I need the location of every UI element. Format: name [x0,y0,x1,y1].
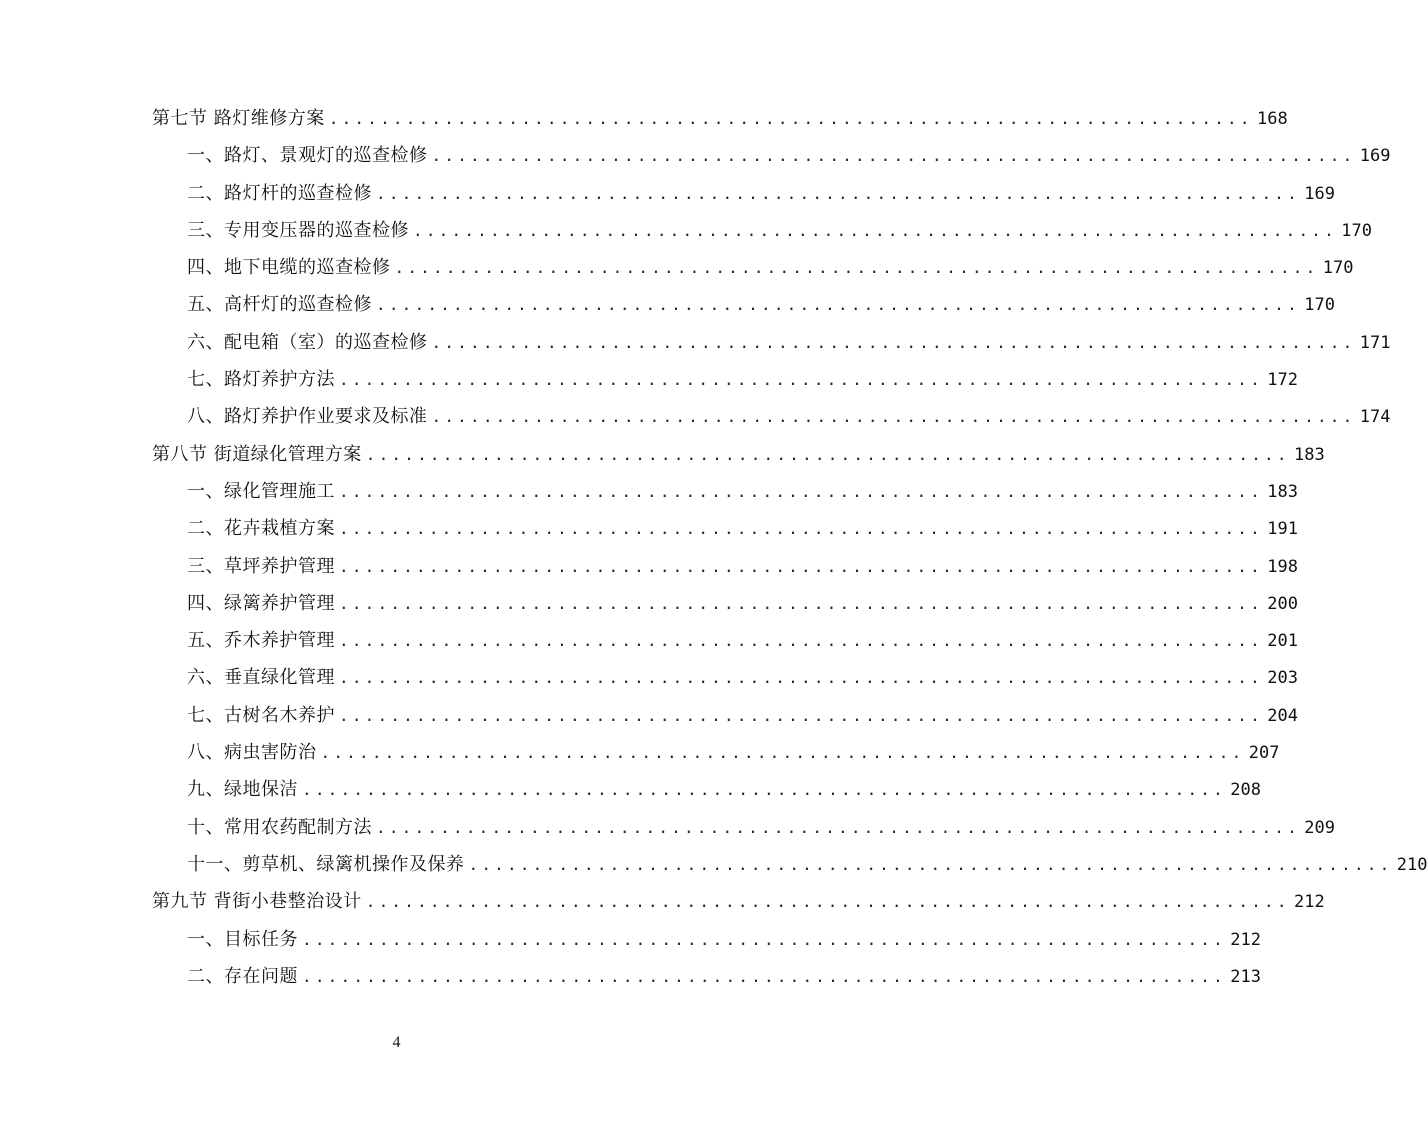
toc-dot-leader: ........................................................................ [302,780,1226,800]
toc-entry-page: 208 [1230,780,1261,801]
toc-dot-leader: ........................................................................ [339,668,1263,688]
toc-entry-section-8[interactable] [0,436,1325,473]
toc-entry[interactable] [0,510,1298,547]
toc-entry[interactable] [0,324,1391,361]
page-number: 4 [392,1034,401,1051]
toc-entry-label: 二、花卉栽植方案 [187,518,335,540]
toc-entry[interactable] [0,734,1280,771]
toc-entry[interactable] [0,697,1298,734]
toc-dot-leader: ........................................................................ [320,743,1245,763]
toc-dot-leader: ........................................................................ [431,407,1356,427]
toc-dot-leader: ........................................................................ [302,966,1226,986]
toc-entry-page: 169 [1359,146,1391,167]
toc-entry[interactable] [0,249,1354,286]
toc-entry-page: 174 [1359,407,1391,428]
toc-entry-label: 九、绿地保洁 [187,779,298,801]
toc-entry-page: 170 [1304,295,1335,316]
toc-dot-leader: ........................................................................ [394,258,1319,278]
toc-dot-leader: ........................................................................ [376,295,1300,315]
toc-entry-label: 七、路灯养护方法 [187,369,335,391]
toc-dot-leader: ........................................................................ [339,556,1263,576]
toc-entry-page: 204 [1267,705,1298,726]
toc-entry[interactable] [0,958,1261,995]
toc-dot-leader: ........................................................................ [413,220,1337,240]
toc-entry[interactable] [0,921,1261,958]
toc-dot-leader: ........................................................................ [365,444,1290,464]
toc-entry-label: 一、路灯、景观灯的巡查检修 [187,145,428,167]
toc-dot-leader: ........................................................................ [376,183,1300,203]
toc-entry-section-7[interactable] [0,100,1288,137]
toc-entry[interactable] [0,659,1298,696]
toc-entry-page: 210 [1396,854,1427,875]
toc-entry[interactable] [0,585,1298,622]
toc-entry-label: 六、垂直绿化管理 [187,667,335,689]
toc-entry[interactable] [0,771,1261,808]
toc-entry[interactable] [0,809,1335,846]
toc-entry-label: 一、目标任务 [187,928,298,950]
toc-entry-page: 212 [1293,892,1325,913]
toc-entry[interactable] [0,361,1298,398]
toc-dot-leader: ........................................................................ [339,370,1263,390]
toc-dot-leader: ........................................................................ [339,631,1263,651]
toc-entry[interactable] [0,286,1335,323]
toc-entry-page: 169 [1304,183,1335,204]
toc-entry-page: 170 [1322,258,1354,279]
toc-entry[interactable] [0,846,1427,883]
toc-entry[interactable] [0,137,1391,174]
toc-entry-label: 二、存在问题 [187,965,298,987]
toc-entry[interactable] [0,212,1372,249]
table-of-contents [0,100,1427,995]
toc-entry-page: 198 [1267,556,1298,577]
toc-entry-section-9[interactable] [0,883,1325,920]
toc-entry-page: 209 [1304,817,1335,838]
toc-entry-page: 213 [1230,966,1261,987]
toc-entry-page: 171 [1359,332,1391,353]
toc-entry-label: 二、路灯杆的巡查检修 [187,182,372,204]
toc-entry-page: 183 [1293,444,1325,465]
toc-dot-leader: ........................................................................ [339,593,1263,613]
toc-entry-label: 八、路灯养护作业要求及标准 [187,406,428,428]
toc-entry-label: 三、草坪养护管理 [187,555,335,577]
toc-entry[interactable] [0,473,1298,510]
toc-entry-label: 三、专用变压器的巡查检修 [187,219,409,241]
toc-entry-label: 十一、剪草机、绿篱机操作及保养 [187,853,465,875]
toc-entry-page: 200 [1267,593,1298,614]
toc-entry-page: 207 [1248,743,1280,764]
toc-dot-leader: ........................................................................ [339,705,1263,725]
toc-dot-leader: ........................................................................ [365,892,1290,912]
toc-dot-leader: ........................................................................ [431,146,1356,166]
toc-entry-label: 四、地下电缆的巡查检修 [187,257,391,279]
toc-entry-label: 六、配电箱（室）的巡查检修 [187,331,428,353]
toc-entry-page: 168 [1256,109,1288,129]
toc-entry-page: 203 [1267,668,1298,689]
toc-dot-leader: ........................................................................ [468,854,1393,874]
toc-entry-page: 170 [1341,220,1372,241]
toc-dot-leader: ........................................................................ [328,109,1253,128]
toc-dot-leader: ........................................................................ [376,817,1300,837]
toc-entry-label: 第九节 背街小巷整治设计 [152,891,362,913]
toc-entry-label: 四、绿篱养护管理 [187,592,335,614]
toc-entry[interactable] [0,175,1335,212]
toc-entry[interactable] [0,622,1298,659]
toc-entry-label: 五、高杆灯的巡查检修 [187,294,372,316]
toc-entry[interactable] [0,398,1391,435]
toc-entry-page: 191 [1267,519,1298,540]
toc-dot-leader: ........................................................................ [339,481,1263,501]
toc-entry[interactable] [0,548,1298,585]
toc-dot-leader: ........................................................................ [431,332,1356,352]
toc-entry-label: 第七节 路灯维修方案 [152,108,325,129]
toc-entry-page: 183 [1267,481,1298,502]
toc-entry-label: 第八节 街道绿化管理方案 [152,443,362,465]
toc-entry-page: 212 [1230,929,1261,950]
toc-dot-leader: ........................................................................ [302,929,1226,949]
toc-dot-leader: ........................................................................ [339,519,1263,539]
toc-entry-label: 十、常用农药配制方法 [187,816,372,838]
toc-entry-page: 201 [1267,631,1298,652]
toc-entry-label: 八、病虫害防治 [187,742,317,764]
toc-entry-label: 五、乔木养护管理 [187,630,335,652]
toc-entry-label: 一、绿化管理施工 [187,480,335,502]
toc-entry-label: 七、古树名木养护 [187,704,335,726]
toc-entry-page: 172 [1267,370,1298,391]
